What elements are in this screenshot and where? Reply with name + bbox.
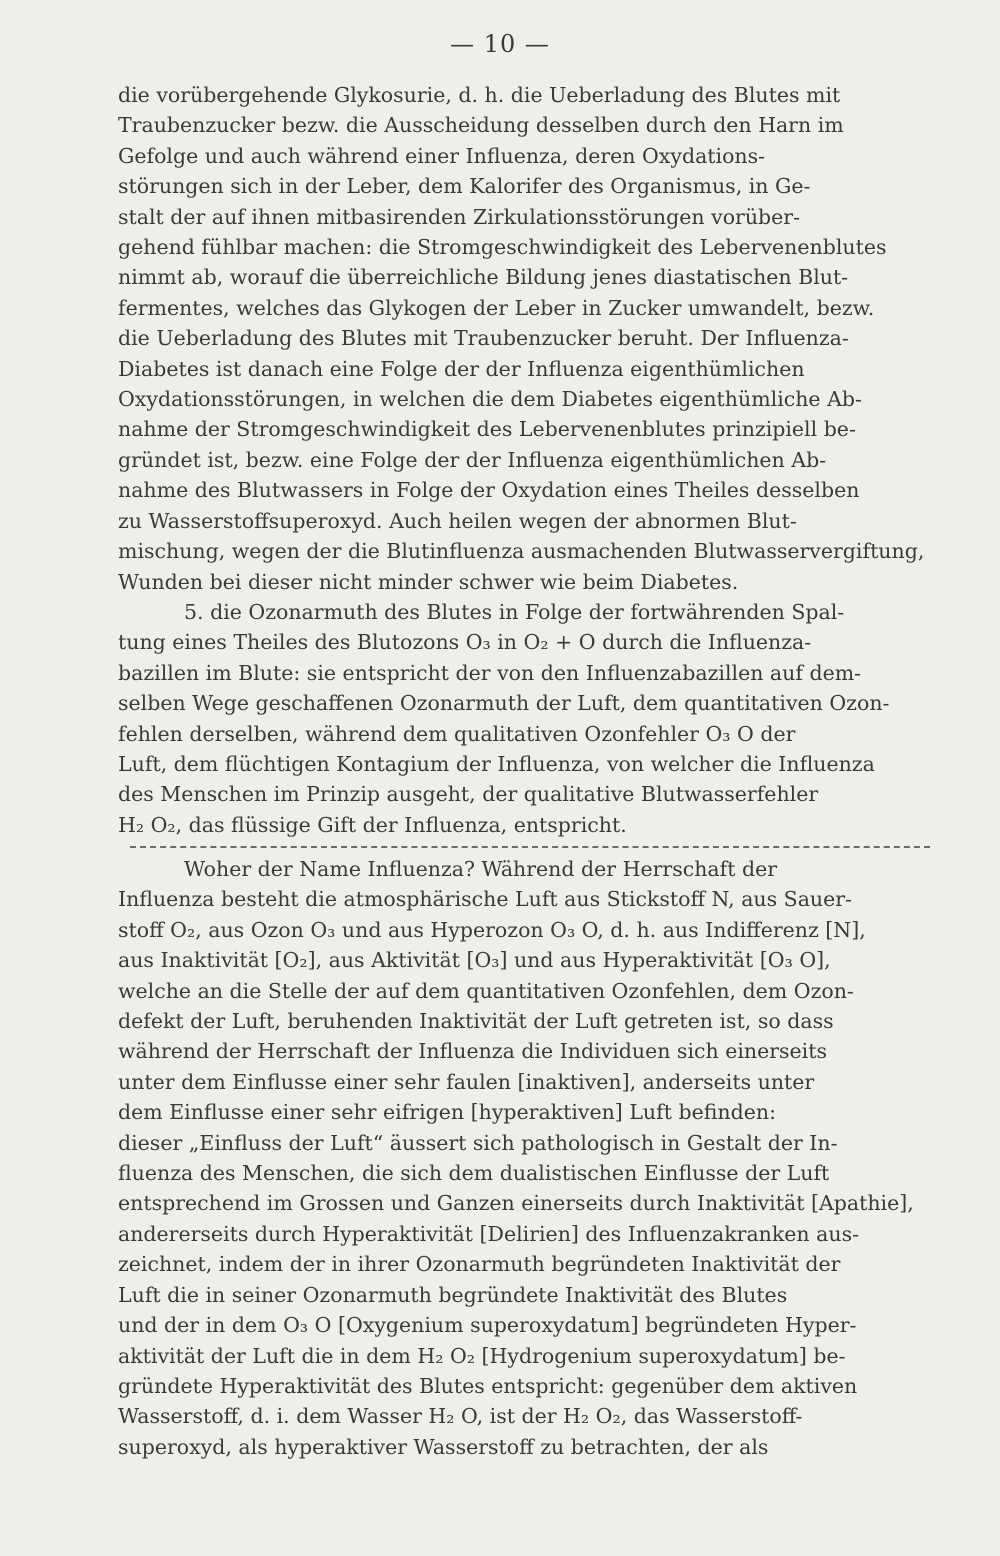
- text-line: zeichnet, indem der in ihrer Ozonarmuth begründeten Inaktivität der: [118, 1252, 841, 1277]
- text-line: H₂ O₂, das flüssige Gift der Influenza, entspricht.: [118, 812, 627, 837]
- text-line: fluenza des Menschen, die sich dem dualistischen Einflusse der Luft: [118, 1161, 830, 1186]
- text-line: superoxyd, als hyperaktiver Wasserstoff zu betrachten, der als: [118, 1434, 769, 1459]
- text-line: dieser „Einfluss der Luft“ äussert sich pathologisch in Gestalt der In-: [118, 1130, 838, 1155]
- text-line: mischung, wegen der die Blutinfluenza ausmachenden Blutwasservergiftung,: [118, 539, 925, 564]
- dashed-separator: [130, 846, 930, 848]
- text-line: nahme des Blutwassers in Folge der Oxydation eines Theiles desselben: [118, 478, 860, 503]
- text-line: Wunden bei dieser nicht minder schwer wie beim Diabetes.: [118, 569, 739, 594]
- text-line: gründete Hyperaktivität des Blutes entspricht: gegenüber dem aktiven: [118, 1373, 858, 1398]
- text-line: die Ueberladung des Blutes mit Traubenzucker beruht. Der Influenza-: [118, 326, 849, 351]
- text-line: stoff O₂, aus Ozon O₃ und aus Hyperozon O₃ O, d. h. aus Indifferenz [N],: [118, 917, 866, 942]
- text-line: 5. die Ozonarmuth des Blutes in Folge der fortwährenden Spal-: [184, 599, 845, 624]
- text-line: die vorübergehende Glykosurie, d. h. die Ueberladung des Blutes mit: [118, 83, 841, 107]
- text-line: nimmt ab, worauf die überreichliche Bildung jenes diastatischen Blut-: [118, 265, 849, 290]
- text-line: nahme der Stromgeschwindigkeit des Lebervenenblutes prinzipiell be-: [118, 417, 856, 442]
- text-line: bazillen im Blute: sie entspricht der von den Influenzabazillen auf dem-: [118, 660, 862, 685]
- text-line: während der Herrschaft der Influenza die Individuen sich einerseits: [118, 1039, 828, 1064]
- text-line: Diabetes ist danach eine Folge der der Influenza eigenthümlichen: [118, 356, 805, 381]
- text-line: gehend fühlbar machen: die Stromgeschwindigkeit des Lebervenenblutes: [118, 235, 887, 260]
- text-line: störungen sich in der Leber, dem Kalorifer des Organismus, in Ge-: [118, 174, 811, 199]
- text-line: welche an die Stelle der auf dem quantitativen Ozonfehlen, dem Ozon-: [118, 978, 854, 1003]
- text-line: tung eines Theiles des Blutozons O₃ in O₂ + O durch die Influenza-: [118, 630, 812, 655]
- text-line: defekt der Luft, beruhenden Inaktivität der Luft getreten ist, so dass: [118, 1009, 834, 1034]
- text-line: Luft die in seiner Ozonarmuth begründete Inaktivität des Blutes: [118, 1282, 788, 1307]
- bottom-paragraph: [118, 854, 932, 1462]
- text-line: Woher der Name Influenza? Während der Herrschaft der: [184, 857, 778, 881]
- top-paragraphs: [118, 80, 932, 840]
- text-line: aktivität der Luft die in dem H₂ O₂ [Hydrogenium superoxydatum] be-: [118, 1343, 846, 1368]
- text-line: fermentes, welches das Glykogen der Leber in Zucker umwandelt, bezw.: [118, 295, 875, 320]
- text-line: dem Einflusse einer sehr eifrigen [hyperaktiven] Luft befinden:: [118, 1100, 776, 1125]
- text-line: und der in dem O₃ O [Oxygenium superoxydatum] begründeten Hyper-: [118, 1313, 857, 1338]
- text-line: unter dem Einflusse einer sehr faulen [inaktiven], anderseits unter: [118, 1069, 815, 1094]
- text-line: des Menschen im Prinzip ausgeht, der qualitative Blutwasserfehler: [118, 782, 819, 807]
- text-line: Wasserstoff, d. i. dem Wasser H₂ O, ist der H₂ O₂, das Wasserstoff-: [118, 1404, 803, 1429]
- text-line: gründet ist, bezw. eine Folge der der Influenza eigenthümlichen Ab-: [118, 447, 827, 472]
- page-number: — 10 —: [450, 30, 550, 58]
- text-line: Oxydationsstörungen, in welchen die dem Diabetes eigenthümliche Ab-: [118, 387, 862, 412]
- text-line: selben Wege geschaffenen Ozonarmuth der Luft, dem quantitativen Ozon-: [118, 691, 890, 716]
- text-line: stalt der auf ihnen mitbasirenden Zirkulationsstörungen vorüber-: [118, 204, 801, 229]
- text-line: Traubenzucker bezw. die Ausscheidung desselben durch den Harn im: [118, 113, 844, 138]
- text-line: Luft, dem flüchtigen Kontagium der Influenza, von welcher die Influenza: [118, 751, 875, 776]
- text-line: zu Wasserstoffsuperoxyd. Auch heilen wegen der abnormen Blut-: [118, 508, 797, 533]
- text-line: aus Inaktivität [O₂], aus Aktivität [O₃] und aus Hyperaktivität [O₃ O],: [118, 948, 831, 973]
- text-line: Influenza besteht die atmosphärische Luft aus Stickstoff N, aus Sauer-: [118, 887, 852, 912]
- text-line: fehlen derselben, während dem qualitativen Ozonfehler O₃ O der: [118, 721, 796, 746]
- text-line: andererseits durch Hyperaktivität [Delirien] des Influenzakranken aus-: [118, 1221, 860, 1246]
- text-line: Gefolge und auch während einer Influenza, deren Oxydations-: [118, 143, 766, 168]
- text-line: entsprechend im Grossen und Ganzen einerseits durch Inaktivität [Apathie],: [118, 1191, 914, 1216]
